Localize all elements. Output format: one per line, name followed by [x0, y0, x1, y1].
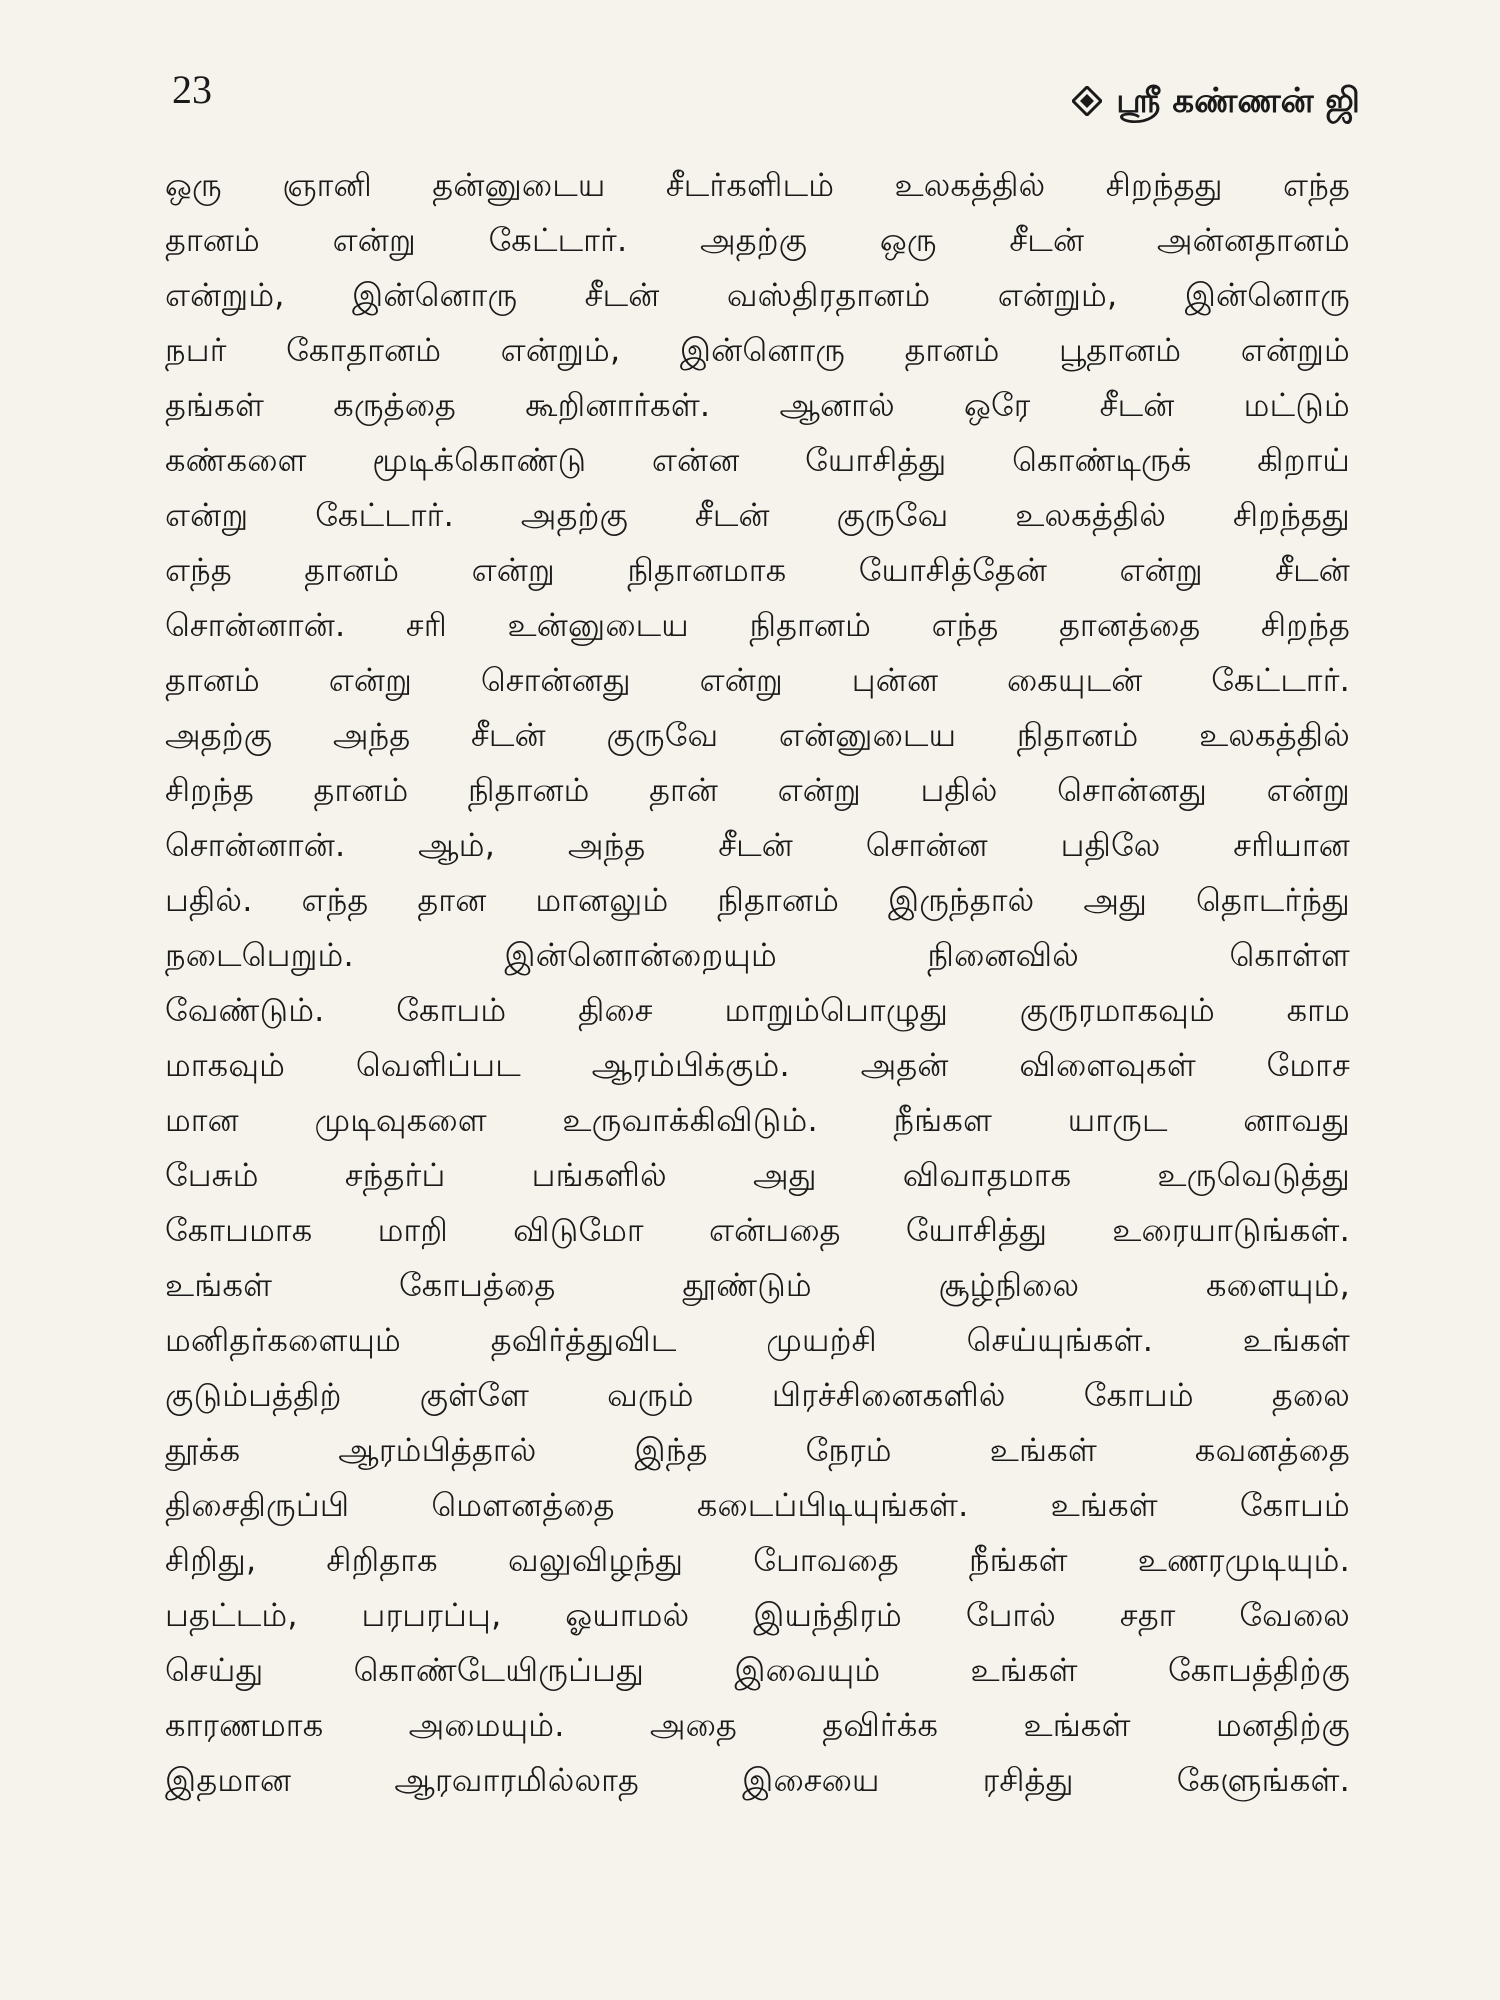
text-line: தானம் என்று கேட்டார். அதற்கு ஒரு சீடன் அன்னதானம் [165, 221, 1350, 259]
text-line: திசைதிருப்பி மௌனத்தை கடைப்பிடியுங்கள். உங்கள் கோபம் [165, 1486, 1350, 1524]
running-header [1072, 81, 1360, 121]
text-line: தூக்க ஆரம்பித்தால் இந்த நேரம் உங்கள் கவனத்தை [165, 1431, 1350, 1469]
text-line: மான முடிவுகளை உருவாக்கிவிடும். நீங்கள யாருட னாவது [165, 1101, 1350, 1139]
page-number: 23 [172, 67, 212, 112]
text-line: நடைபெறும். இன்னொன்றையும் நினைவில் கொள்ள [165, 936, 1350, 974]
diamond-icon [1072, 86, 1102, 116]
text-line: சிறிது, சிறிதாக வலுவிழந்து போவதை நீங்கள் உணரமுடியும். [165, 1541, 1350, 1579]
text-line: அதற்கு அந்த சீடன் குருவே என்னுடைய நிதானம் உலகத்தில் [165, 716, 1350, 754]
text-line: செய்து கொண்டேயிருப்பது இவையும் உங்கள் கோபத்திற்கு [165, 1651, 1350, 1689]
text-line: குடும்பத்திற் குள்ளே வரும் பிரச்சினைகளில் கோபம் தலை [165, 1376, 1350, 1414]
text-line: தானம் என்று சொன்னது என்று புன்ன கையுடன் கேட்டார். [165, 661, 1350, 699]
text-line: இதமான ஆரவாரமில்லாத இசையை ரசித்து கேளுங்கள். [165, 1761, 1350, 1799]
text-line: மனிதர்களையும் தவிர்த்துவிட முயற்சி செய்யுங்கள். உங்கள் [165, 1321, 1350, 1359]
text-line: என்றும், இன்னொரு சீடன் வஸ்திரதானம் என்றும், இன்னொரு [165, 276, 1350, 314]
text-line: கோபமாக மாறி விடுமோ என்பதை யோசித்து உரையாடுங்கள். [165, 1211, 1350, 1249]
text-line: பதில். எந்த தான மானலும் நிதானம் இருந்தால் அது தொடர்ந்து [165, 881, 1350, 919]
text-line: எந்த தானம் என்று நிதானமாக யோசித்தேன் என்று சீடன் [165, 551, 1350, 589]
body-text [165, 158, 1350, 1918]
text-line: சொன்னான். ஆம், அந்த சீடன் சொன்ன பதிலே சரியான [165, 826, 1350, 864]
text-line: சொன்னான். சரி உன்னுடைய நிதானம் எந்த தானத்தை சிறந்த [165, 606, 1350, 644]
text-line: ஒரு ஞானி தன்னுடைய சீடர்களிடம் உலகத்தில் சிறந்தது எந்த [165, 166, 1350, 204]
text-line: என்று கேட்டார். அதற்கு சீடன் குருவே உலகத்தில் சிறந்தது [165, 496, 1350, 534]
text-line: உங்கள் கோபத்தை தூண்டும் சூழ்நிலை களையும், [165, 1266, 1350, 1304]
text-line: தங்கள் கருத்தை கூறினார்கள். ஆனால் ஒரே சீடன் மட்டும் [165, 386, 1350, 424]
text-line: வேண்டும். கோபம் திசை மாறும்பொழுது குருரமாகவும் காம [165, 991, 1350, 1029]
text-line: நபர் கோதானம் என்றும், இன்னொரு தானம் பூதானம் என்றும் [165, 331, 1350, 369]
text-line: பேசும் சந்தர்ப் பங்களில் அது விவாதமாக உருவெடுத்து [165, 1156, 1350, 1194]
text-line: காரணமாக அமையும். அதை தவிர்க்க உங்கள் மனதிற்கு [165, 1706, 1350, 1744]
text-line: கண்களை மூடிக்கொண்டு என்ன யோசித்து கொண்டிருக் கிறாய் [165, 441, 1350, 479]
text-line: சிறந்த தானம் நிதானம் தான் என்று பதில் சொன்னது என்று [165, 771, 1350, 809]
author-title: ஸ்ரீ கண்ணன் ஜி [1116, 81, 1360, 121]
text-line: பதட்டம், பரபரப்பு, ஓயாமல் இயந்திரம் போல் சதா வேலை [165, 1596, 1350, 1634]
text-line: மாகவும் வெளிப்பட ஆரம்பிக்கும். அதன் விளைவுகள் மோச [165, 1046, 1350, 1084]
